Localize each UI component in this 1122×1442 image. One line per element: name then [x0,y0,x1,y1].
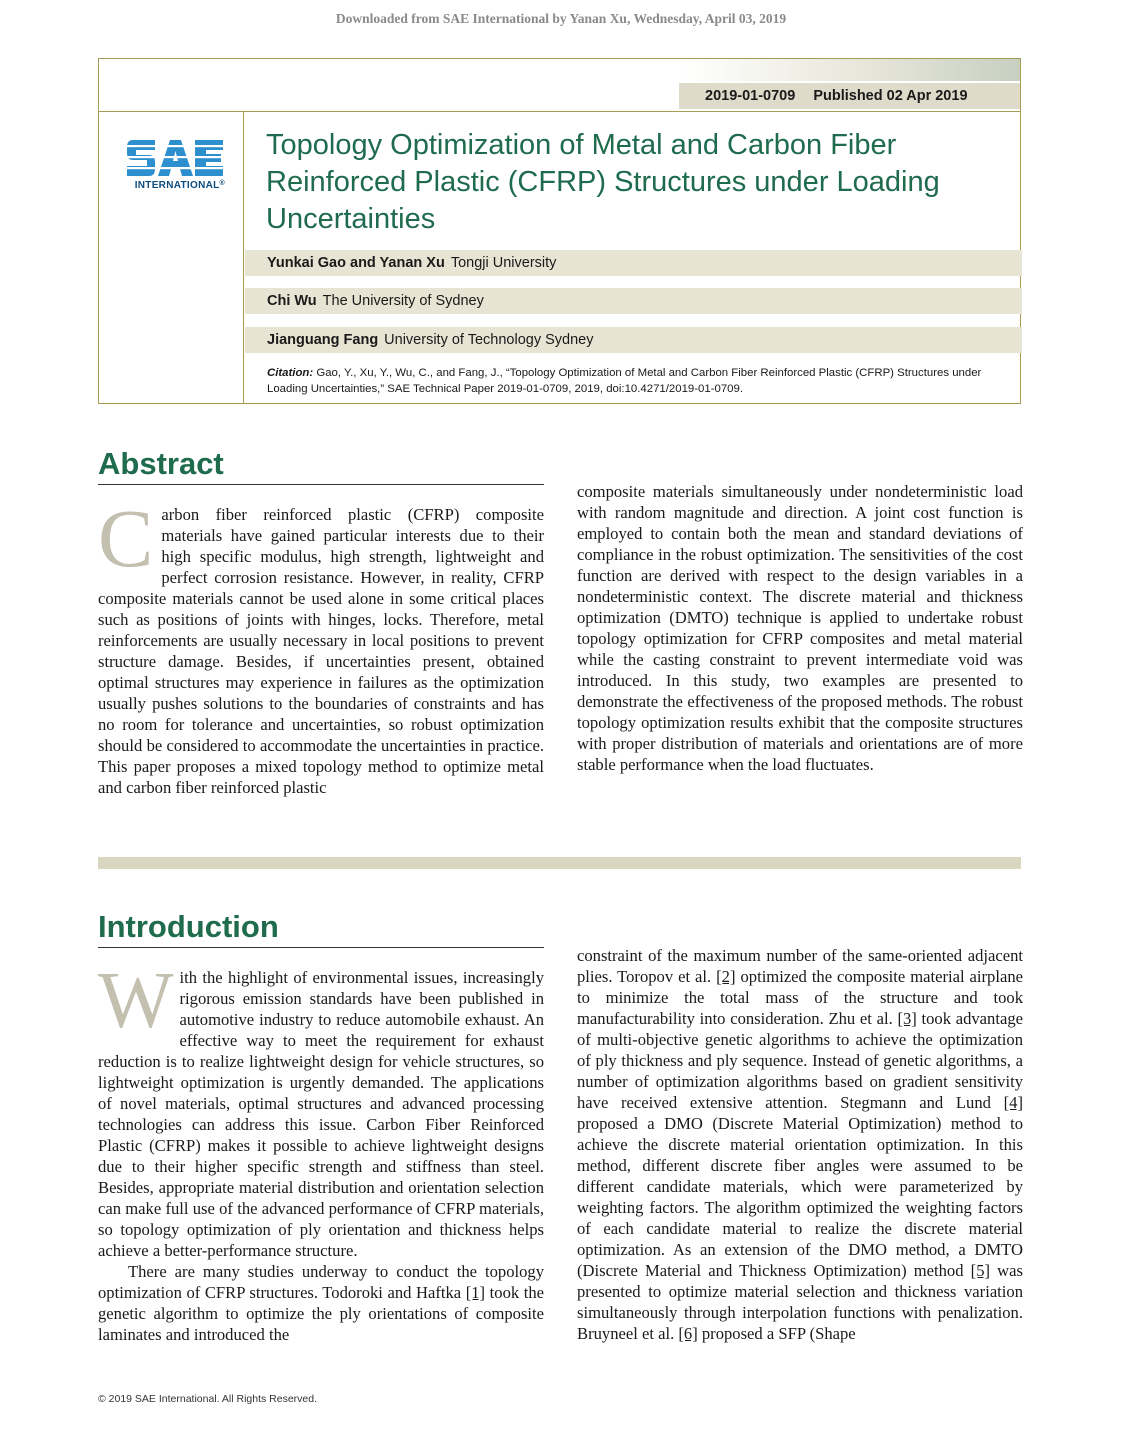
logo-column [99,111,244,404]
publication-bar [679,83,1020,109]
author-row [245,250,1022,276]
introduction-dropcap: W [98,957,174,1045]
citation [267,365,1015,397]
paper-title: Topology Optimization of Metal and Carbon Fiber Reinforced Plastic (CFRP) Structures under Loading Uncertainties [266,129,940,235]
introduction-heading: Introduction [98,909,544,948]
reference-link[interactable]: [1] [465,1283,486,1302]
download-notice: Downloaded from SAE International by Yanan Xu, Wednesday, April 03, 2019 [335,11,787,26]
abstract-right-column [577,481,1023,775]
introduction-right-column [577,945,1023,1344]
author-row [245,327,1022,353]
author-names: Yunkai Gao and Yanan Xu [267,255,445,271]
header-gradient [680,59,1020,81]
paper-number: 2019-01-0709 [705,88,796,104]
sae-logo-icon [125,136,225,202]
citation-text: Gao, Y., Xu, Y., Wu, C., and Fang, J., “Topology Optimization of Metal and Carbon Fiber Reinforced Plastic (CFRP) Structures under Loading Uncertainties,” SAE Technical Paper 2019-01-0709, 2019, doi:10.4271/2019-01-0709. [267,367,982,395]
reference-link[interactable]: [6] [678,1324,698,1343]
paper-header [98,58,1021,404]
copyright-footer: © 2019 SAE International. All Rights Reserved. [98,1393,318,1405]
abstract-heading: Abstract [98,446,544,485]
author-affiliation: The University of Sydney [322,293,484,309]
section-divider [98,857,1021,869]
reference-link[interactable]: [5] [970,1261,991,1280]
author-affiliation: Tongji University [450,255,557,271]
reference-link[interactable]: [4] [1003,1093,1023,1112]
reference-link[interactable]: [3] [897,1009,917,1028]
abstract-text-right: composite materials simultaneously under nondeterministic load with random magnitude and direction. A joint cost function is employed to contain both the mean and standard deviations of compliance in the robust optimization. The sensitivities of the cost function are derived with respect to the design variables in a nondeterministic context. The discrete material and thickness optimization (DMTO) technique is applied to undertake robust topology optimization for CFRP composites and metal material while the casting constraint to prevent intermediate void was introduced. In this study, two examples are presented to demonstrate the effectiveness of the proposed methods. The robust topology optimization results exhibit that the composite structures with proper distribution of materials and orientations are of more stable performance when the load fluctuates. [577,482,1023,774]
abstract-dropcap: C [98,492,154,584]
author-names: Chi Wu [267,293,317,309]
header-top-strip [99,59,1020,112]
introduction-paragraph-2-cont: constraint of the maximum number of the same-oriented adjacent plies. Toropov et al. [2] optimized the composite material airplane to minimize the total mass of the structure and took manufacturability into consideration. Zhu et al. [3] took advantage of multi-objective genetic algorithms to achieve the optimization of ply thickness and ply sequence. Instead of genetic algorithms, a number of optimization algorithms based on gradient sensitivity have received extensive attention. Stegmann and Lund [4] proposed a DMO (Discrete Material Optimization) method to achieve the discrete material orientation optimization. In this method, different discrete fiber angles were assumed to be different candidate materials, which were parameterized by weighting factors. The algorithm optimized the weighting factors of each candidate material to realize the discrete material optimization. As an extension of the DMO method, a DMTO (Discrete Material and Thickness Optimization) method [5] was presented to optimize material selection and thickness variation simultaneously through interpolation functions with penalization. Bruyneel et al. [6] proposed a SFP (Shape [577,946,1023,1343]
author-names: Jianguang Fang [267,332,379,348]
abstract-text-left: arbon fiber reinforced plastic (CFRP) composite materials have gained particular interests due to their high specific modulus, high strength, lightweight and perfect corrosion resistance. However, in reality, CFRP composite materials cannot be used alone in some critical places such as positions of joints with hinges, locks. Therefore, metal reinforcements are usually necessary in local positions to prevent structure damage. Besides, if uncertainties present, obtained optimal structures may experience in failures as the optimization usually pushes solutions to the boundaries of constraints and has no room for tolerance and uncertainties, so robust optimization should be considered to accommodate the uncertainties in practice. This paper proposes a mixed topology method to optimize metal and carbon fiber reinforced plastic [98,505,544,797]
abstract-left-column [98,492,544,798]
logo-label: INTERNATIONAL® [134,180,225,191]
citation-label: Citation: [267,367,314,379]
published-date: Published 02 Apr 2019 [813,88,968,104]
introduction-left-column [98,957,545,1345]
reference-link[interactable]: [2] [716,967,736,986]
author-affiliation: University of Technology Sydney [384,332,594,348]
author-row [245,288,1022,314]
introduction-paragraph-2: There are many studies underway to conduct the topology optimization of CFRP structures. Todoroki and Haftka [1] took the genetic algorithm to optimize the ply orientations of composite laminates and introduced the [98,1262,545,1344]
introduction-paragraph-1: ith the highlight of environmental issues, increasingly rigorous emission standards have been published in automotive industry to reduce automobile exhaust. An effective way to meet the requirement for exhaust reduction is to realize lightweight design for vehicle structures, so lightweight optimization is urgently demanded. The applications of novel materials, optimal structures and advanced processing technologies can address this issue. Carbon Fiber Reinforced Plastic (CFRP) makes it possible to achieve lightweight designs due to their higher specific strength and stiffness than steel. Besides, appropriate material distribution and orientation selection can make full use of the advanced performance of CFRP materials, so topology optimization of ply orientation and thickness helps achieve a better-performance structure. [98,968,544,1260]
